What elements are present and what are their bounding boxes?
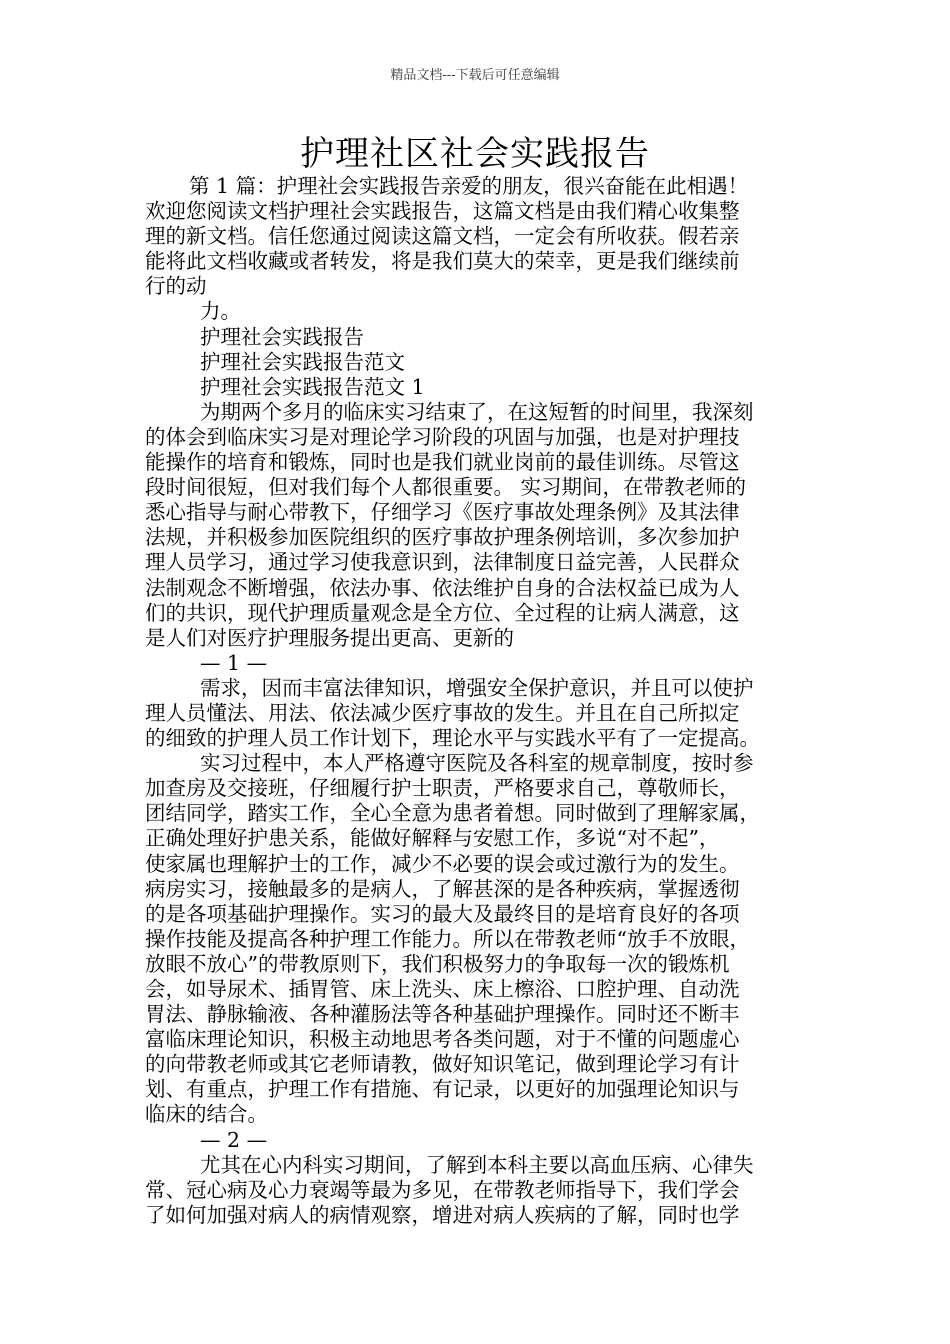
paragraph-line: 法制观念不断增强，依法办事、依法维护自身的合法权益已成为人 <box>145 575 740 600</box>
page-number-marker: — 1 — <box>200 650 268 675</box>
paragraph-line: 理人员懂法、用法、依法减少医疗事故的发生。并且在自己所拟定 <box>145 700 740 725</box>
paragraph-line: 能将此文档收藏或者转发，将是我们莫大的荣幸，更是我们继续前 <box>145 249 740 274</box>
paragraph-line: 力。 <box>200 299 241 324</box>
paragraph-line: 正确处理好护患关系，能做好解释与安慰工作，多说“对不起”， <box>145 826 720 851</box>
paragraph-line: 实习过程中，本人严格遵守医院及各科室的规章制度，按时参 <box>200 751 754 776</box>
paragraph-line: 能操作的培育和锻炼，同时也是我们就业岗前的最佳训练。尽管这 <box>145 450 740 475</box>
paragraph-line: 的细致的护理人员工作计划下，理论水平与实践水平有了一定提高。 <box>145 726 760 751</box>
paragraph-line: 理的新文档。信任您通过阅读这篇文档，一定会有所收获。假若亲 <box>145 224 740 249</box>
paragraph-line: 需求，因而丰富法律知识，增强安全保护意识，并且可以使护 <box>200 675 754 700</box>
document-title: 护理社区社会实践报告 <box>300 134 650 174</box>
paragraph-line: 们的共识，现代护理质量观念是全方位、全过程的让病人满意，这 <box>145 600 740 625</box>
paragraph-line: 的体会到临床实习是对理论学习阶段的巩固与加强，也是对护理技 <box>145 424 740 449</box>
paragraph-line: 的是各项基础护理操作。实习的最大及最终目的是培育良好的各项 <box>145 901 740 926</box>
paragraph-line: 操作技能及提高各种护理工作能力。所以在带教老师“放手不放眼， <box>145 926 750 951</box>
paragraph-line: 会，如导尿术、插胃管、床上洗头、床上檫浴、口腔护理、自动洗 <box>145 977 740 1001</box>
paragraph-line: 护理社会实践报告范文 <box>200 349 405 374</box>
paragraph-line: 常、冠心病及心力衰竭等最为多见，在带教老师指导下，我们学会 <box>145 1177 740 1202</box>
paragraph-line: 欢迎您阅读文档护理社会实践报告，这篇文档是由我们精心收集整 <box>145 199 740 224</box>
paragraph-line: 段时间很短，但对我们每个人都很重要。 实习期间，在带教老师的 <box>145 475 747 500</box>
paragraph-line: 理人员学习，通过学习使我意识到，法律制度日益完善，人民群众 <box>145 550 740 575</box>
paragraph-line: 护理社会实践报告范文 1 <box>200 374 425 399</box>
paragraph-line: 为期两个多月的临床实习结束了，在这短暂的时间里，我深刻 <box>200 399 754 424</box>
paragraph-line: 病房实习，接触最多的是病人，了解甚深的是各种疾病，掌握透彻 <box>145 876 740 901</box>
paragraph-line: 第 1 篇：护理社会实践报告亲爱的朋友，很兴奋能在此相遇！ <box>189 174 749 198</box>
page-number-marker: — 2 — <box>200 1127 268 1152</box>
paragraph-line: 尤其在心内科实习期间，了解到本科主要以高血压病、心律失 <box>200 1152 754 1177</box>
paragraph-line: 使家属也理解护士的工作，减少不必要的误会或过激行为的发生。 <box>145 851 740 876</box>
paragraph-line: 悉心指导与耐心带教下，仔细学习《医疗事故处理条例》及其法律 <box>145 500 740 525</box>
paragraph-line: 行的动 <box>145 274 207 299</box>
paragraph-line: 划、有重点，护理工作有措施、有记录，以更好的加强理论知识与 <box>145 1077 740 1102</box>
document-body <box>145 174 815 1228</box>
page-header: 精品文档---下载后可任意编辑 <box>390 68 560 83</box>
paragraph-line: 法规，并积极参加医院组织的医疗事故护理条例培训，多次参加护 <box>145 525 740 550</box>
paragraph-line: 放眼不放心”的带教原则下，我们积极努力的争取每一次的锻炼机 <box>145 951 730 976</box>
paragraph-line: 护理社会实践报告 <box>200 324 364 349</box>
paragraph-line: 团结同学，踏实工作，全心全意为患者着想。同时做到了理解家属， <box>145 801 760 826</box>
paragraph-line: 加查房及交接班，仔细履行护士职责，严格要求自己，尊敬师长， <box>145 776 740 801</box>
paragraph-line: 是人们对医疗护理服务提出更高、更新的 <box>145 625 514 650</box>
paragraph-line: 了如何加强对病人的病情观察，增进对病人疾病的了解，同时也学 <box>145 1202 740 1227</box>
paragraph-line: 胃法、静脉输液、各种灌肠法等各种基础护理操作。同时还不断丰 <box>145 1002 740 1027</box>
paragraph-line: 临床的结合。 <box>145 1102 268 1127</box>
paragraph-line: 的向带教老师或其它老师请教，做好知识笔记，做到理论学习有计 <box>145 1052 740 1077</box>
paragraph-line: 富临床理论知识，积极主动地思考各类问题，对于不懂的问题虚心 <box>145 1027 740 1052</box>
